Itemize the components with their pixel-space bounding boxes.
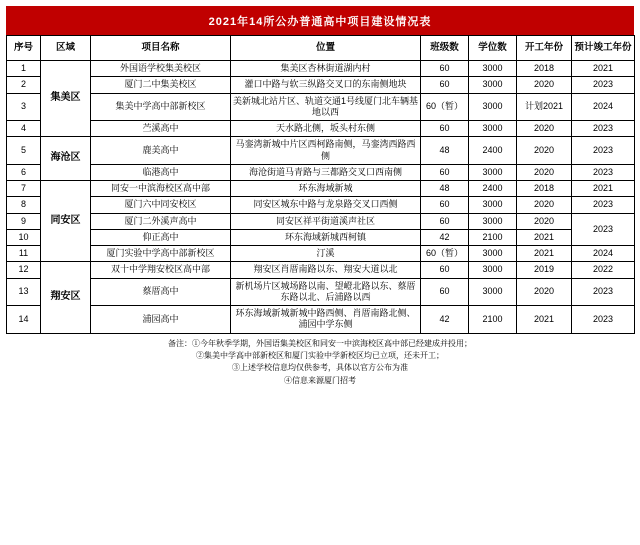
table-row [7,121,635,137]
footnotes [6,338,634,388]
cell-no: 5 [7,137,41,165]
cell-project-name: 厦门二外溪声高中 [91,213,231,229]
cell-start-year: 2020 [517,164,572,180]
cell-finish-year: 2023 [572,278,635,306]
cell-location: 灌口中路与软三纵路交叉口的东南侧地块 [231,77,421,93]
cell-seats: 3000 [469,213,517,229]
cell-classes: 60 [421,278,469,306]
table-row [7,306,635,334]
cell-seats: 3000 [469,121,517,137]
cell-start-year: 2019 [517,262,572,278]
cell-project-name: 集美中学高中部新校区 [91,93,231,121]
cell-project-name: 临港高中 [91,164,231,180]
cell-classes: 60 [421,197,469,213]
cell-location: 天水路北侧，坂头村东侧 [231,121,421,137]
construction-table [6,35,635,334]
cell-classes: 60 [421,213,469,229]
cell-finish-year: 2023 [572,121,635,137]
cell-start-year: 2020 [517,197,572,213]
cell-no: 1 [7,61,41,77]
cell-finish-year: 2022 [572,262,635,278]
table-row [7,213,635,229]
footnote-1: 备注：①今年秋季学期，外国语集美校区和同安一中滨海校区高中部已经建成并投用； [168,338,472,348]
cell-classes: 60（暂） [421,93,469,121]
column-header-seats: 学位数 [469,36,517,61]
cell-start-year: 2021 [517,246,572,262]
cell-finish-year: 2024 [572,246,635,262]
cell-no: 7 [7,181,41,197]
cell-project-name: 厦门六中同安校区 [91,197,231,213]
column-header-region: 区域 [41,36,91,61]
cell-start-year: 计划2021 [517,93,572,121]
cell-classes: 42 [421,229,469,245]
table-row [7,278,635,306]
cell-start-year: 2020 [517,137,572,165]
cell-seats: 3000 [469,164,517,180]
table-row [7,246,635,262]
cell-location: 环东海域新城西柯镇 [231,229,421,245]
cell-classes: 42 [421,306,469,334]
cell-project-name: 厦门二中集美校区 [91,77,231,93]
cell-region: 集美区 [41,61,91,137]
cell-start-year: 2018 [517,181,572,197]
cell-project-name: 蔡厝高中 [91,278,231,306]
footnote-4: ④信息来源厦门招考 [284,375,356,385]
cell-seats: 3000 [469,61,517,77]
cell-no: 4 [7,121,41,137]
cell-finish-year: 2024 [572,93,635,121]
cell-no: 8 [7,197,41,213]
table-row [7,61,635,77]
cell-project-name: 苎溪高中 [91,121,231,137]
cell-start-year: 2020 [517,278,572,306]
cell-project-name: 外国语学校集美校区 [91,61,231,77]
column-header-no: 序号 [7,36,41,61]
cell-start-year: 2020 [517,213,572,229]
cell-region: 翔安区 [41,262,91,333]
table-row [7,197,635,213]
cell-project-name: 浦园高中 [91,306,231,334]
cell-seats: 3000 [469,93,517,121]
cell-start-year: 2020 [517,121,572,137]
cell-seats: 3000 [469,278,517,306]
cell-location: 美新城北站片区、轨道交通1号线厦门北车辆基地以西 [231,93,421,121]
cell-location: 环东海域新城新城中路西侧、肖厝南路北侧、浦园中学东侧 [231,306,421,334]
table-row [7,181,635,197]
cell-finish-year: 2023 [572,137,635,165]
cell-location: 海沧街道马青路与三都路交叉口西南侧 [231,164,421,180]
table-row [7,93,635,121]
column-header-start-year: 开工年份 [517,36,572,61]
column-header-classes: 班级数 [421,36,469,61]
cell-classes: 60（暂） [421,246,469,262]
cell-no: 9 [7,213,41,229]
cell-seats: 3000 [469,246,517,262]
footnote-3: ③上述学校信息均仅供参考，具体以官方公布为准 [232,363,408,373]
cell-classes: 60 [421,262,469,278]
cell-project-name: 鹿美高中 [91,137,231,165]
cell-start-year: 2018 [517,61,572,77]
cell-seats: 2100 [469,306,517,334]
cell-location: 环东海域新城 [231,181,421,197]
cell-finish-year: 2023 [572,197,635,213]
cell-finish-year: 2023 [572,77,635,93]
table-header-row [7,36,635,61]
cell-start-year: 2021 [517,229,572,245]
cell-project-name: 双十中学翔安校区高中部 [91,262,231,278]
cell-location: 汀溪 [231,246,421,262]
cell-no: 10 [7,229,41,245]
cell-location: 翔安区肖厝南路以东、翔安大道以北 [231,262,421,278]
column-header-finish-year: 预计竣工年份 [572,36,635,61]
cell-no: 12 [7,262,41,278]
cell-no: 6 [7,164,41,180]
cell-no: 3 [7,93,41,121]
cell-no: 11 [7,246,41,262]
cell-classes: 48 [421,181,469,197]
table-row [7,137,635,165]
footnote-2: ②集美中学高中部新校区和厦门实验中学新校区均已立项，还未开工； [196,350,444,360]
cell-location: 新机场片区城场路以南、望嶝北路以东、蔡厝东路以北、后浦路以西 [231,278,421,306]
table-row [7,262,635,278]
page-title: 2021年14所公办普通高中项目建设情况表 [6,6,634,35]
cell-start-year: 2021 [517,306,572,334]
cell-finish-year: 2023 [572,164,635,180]
cell-location: 同安区城东中路与龙泉路交叉口西侧 [231,197,421,213]
cell-location: 集美区杏林街道湖内村 [231,61,421,77]
cell-finish-year: 2021 [572,181,635,197]
cell-classes: 48 [421,137,469,165]
cell-seats: 3000 [469,197,517,213]
cell-seats: 2400 [469,137,517,165]
table-row [7,229,635,245]
cell-project-name: 仰正高中 [91,229,231,245]
column-header-project-name: 项目名称 [91,36,231,61]
cell-no: 2 [7,77,41,93]
cell-start-year: 2020 [517,77,572,93]
cell-project-name: 厦门实验中学高中部新校区 [91,246,231,262]
table-row [7,164,635,180]
cell-seats: 3000 [469,262,517,278]
cell-seats: 2100 [469,229,517,245]
cell-classes: 60 [421,77,469,93]
cell-finish-year-merged: 2023 [572,213,635,246]
cell-location: 马銮湾新城中片区西柯路南侧，马銮湾西路西侧 [231,137,421,165]
cell-classes: 60 [421,61,469,77]
column-header-location: 位置 [231,36,421,61]
cell-no: 14 [7,306,41,334]
cell-project-name: 同安一中滨海校区高中部 [91,181,231,197]
cell-seats: 3000 [469,77,517,93]
cell-location: 同安区祥平街道溪声社区 [231,213,421,229]
cell-finish-year: 2021 [572,61,635,77]
cell-seats: 2400 [469,181,517,197]
cell-classes: 60 [421,121,469,137]
cell-no: 13 [7,278,41,306]
cell-region: 海沧区 [41,137,91,181]
table-row [7,77,635,93]
cell-finish-year: 2023 [572,306,635,334]
cell-classes: 60 [421,164,469,180]
cell-region: 同安区 [41,181,91,262]
